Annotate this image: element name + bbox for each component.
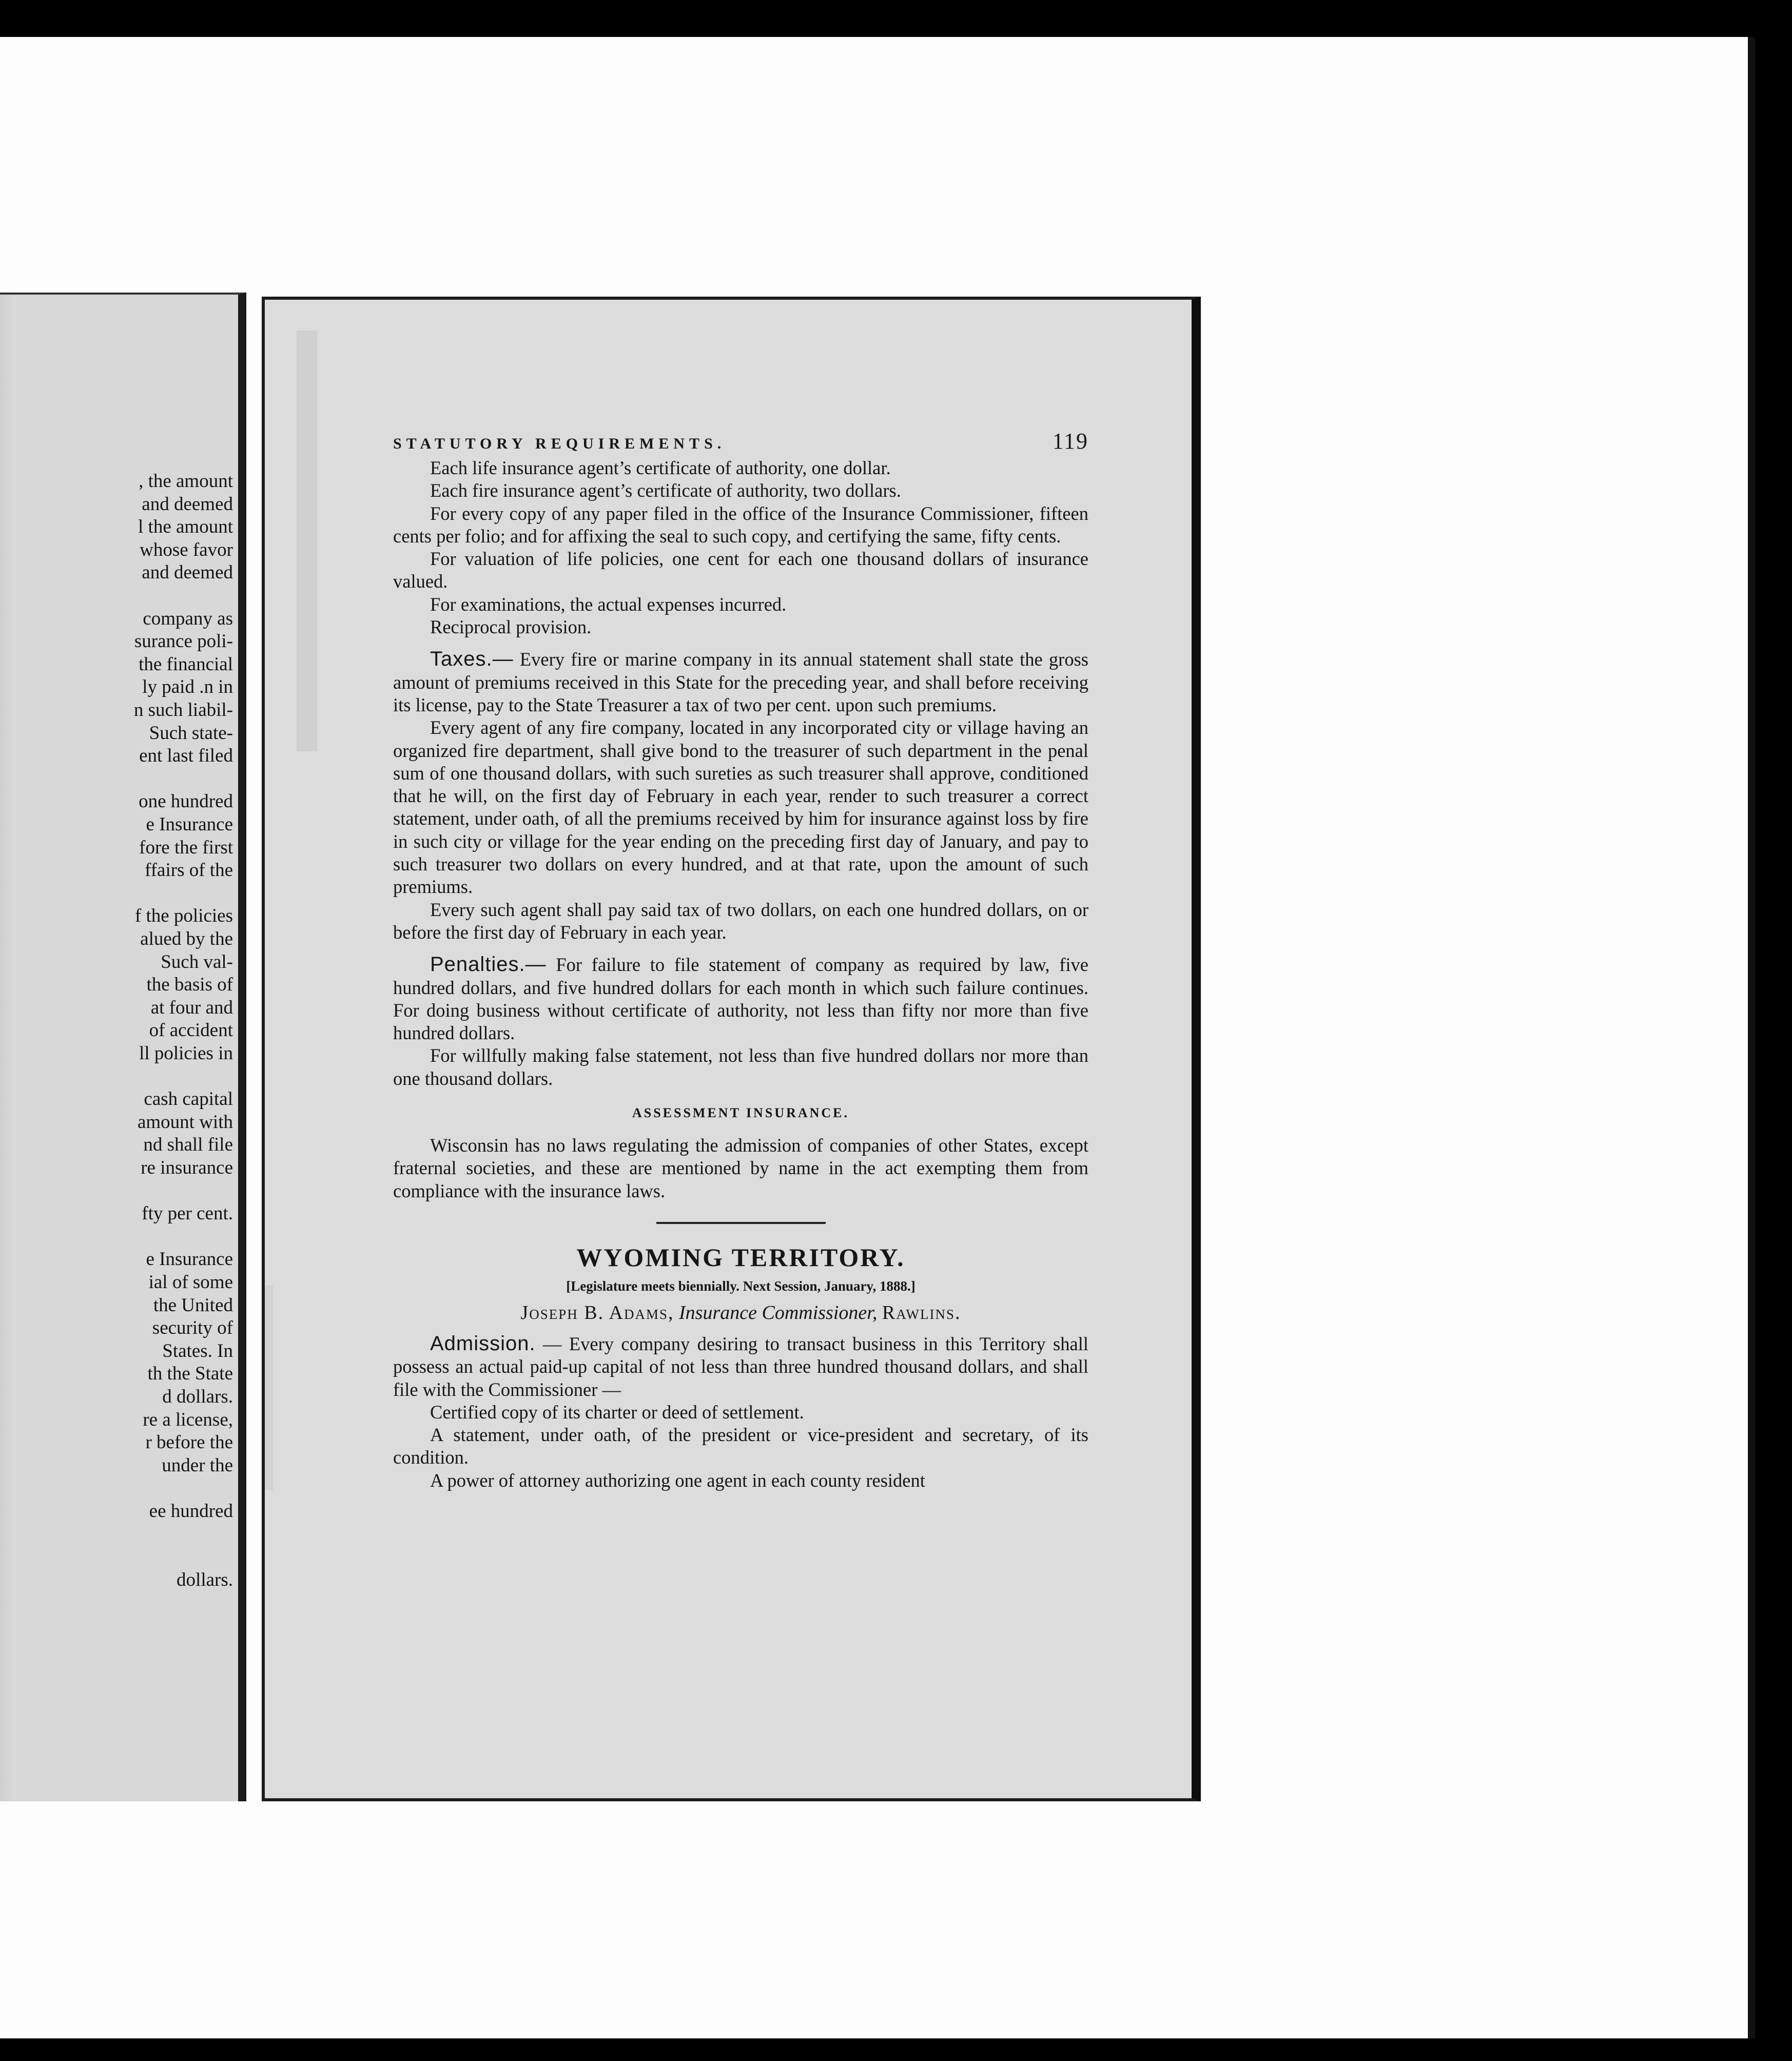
left-page-line: surance poli- bbox=[134, 631, 233, 652]
section-divider bbox=[656, 1222, 826, 1224]
left-page-line: ent last filed bbox=[139, 745, 233, 767]
left-page-line: amount with bbox=[137, 1111, 233, 1133]
film-edge bbox=[872, 0, 903, 36]
left-page-line: fty per cent. bbox=[142, 1203, 233, 1224]
admission-item: A statement, under oath, of the president or vice-president and secretary, of its condition. bbox=[393, 1424, 1088, 1468]
left-page-line: nd shall file bbox=[143, 1134, 233, 1156]
left-page-line: the United bbox=[153, 1294, 233, 1316]
fee-paragraph: For every copy of any paper filed in the office of the Insurance Commissioner, fifteen cents per folio; and for affixing the seal to such copy, and certifying the same, fifty cents. bbox=[393, 502, 1088, 547]
assessment-heading: ASSESSMENT INSURANCE. bbox=[632, 1105, 850, 1121]
left-page-line: one hundred bbox=[139, 791, 233, 812]
left-page-line: under the bbox=[162, 1454, 233, 1476]
left-page-line: and deemed bbox=[142, 493, 233, 515]
left-page-line: cash capital bbox=[144, 1088, 233, 1110]
left-page-line: and deemed bbox=[142, 562, 233, 584]
left-page-line: fore the first bbox=[139, 837, 233, 858]
left-page-shadow bbox=[0, 295, 15, 1801]
admission-item: Certified copy of its charter or deed of settlement. bbox=[430, 1401, 804, 1423]
fee-paragraph: Reciprocal provision. bbox=[430, 616, 592, 638]
commissioner-title: Insurance Commissioner, bbox=[679, 1301, 878, 1324]
left-page-line: the financial bbox=[139, 653, 233, 675]
left-page-line: r before the bbox=[145, 1432, 233, 1453]
left-page-line: d dollars. bbox=[162, 1386, 233, 1407]
state-heading: WYOMING TERRITORY. bbox=[576, 1242, 905, 1272]
left-page-line: f the policies bbox=[134, 905, 233, 927]
microfilm-frame bbox=[0, 37, 1755, 2038]
commissioner-line bbox=[393, 1301, 1088, 1324]
fee-paragraph: Each life insurance agent’s certificate of authority, one dollar. bbox=[430, 457, 891, 478]
fee-paragraph: For valuation of life policies, one cent for each one thousand dollars of insurance valued. bbox=[393, 548, 1088, 592]
assessment-paragraph: Wisconsin has no laws regulating the admission of companies of other States, except fraternal societies, and these are mentioned by name in the act exempting them from compliance with the insurance laws. bbox=[393, 1135, 1088, 1201]
penalties-paragraph-2: For willfully making false statement, not less than five hundred dollars nor more than one thousand dollars. bbox=[393, 1045, 1088, 1089]
commissioner-name: Joseph B. Adams, bbox=[520, 1301, 674, 1324]
running-head bbox=[393, 428, 1088, 454]
left-page-line: at four and bbox=[150, 997, 233, 1018]
legislature-note: [Legislature meets biennially. Next Session, January, 1888.] bbox=[566, 1278, 916, 1294]
left-page-line: alued by the bbox=[140, 928, 233, 949]
fee-paragraph: For examinations, the actual expenses incurred. bbox=[430, 593, 787, 615]
running-head-title: STATUTORY REQUIREMENTS. bbox=[393, 435, 726, 452]
page-number: 119 bbox=[1052, 429, 1088, 454]
admission-item: A power of attorney authorizing one agent in each county resident bbox=[430, 1469, 925, 1491]
page-content bbox=[393, 428, 1088, 1492]
left-page-line: of accident bbox=[149, 1020, 233, 1041]
left-page-line: Such val- bbox=[161, 951, 233, 973]
left-page-line: , the amount bbox=[139, 471, 233, 492]
penalties-heading: Penalties.— bbox=[430, 953, 547, 976]
left-page-line: ee hundred bbox=[149, 1501, 233, 1522]
left-page-line: e Insurance bbox=[146, 1249, 233, 1270]
admission-paragraph bbox=[393, 1332, 1088, 1401]
fee-paragraph: Each fire insurance agent’s certificate of authority, two dollars. bbox=[430, 480, 901, 501]
page-shading bbox=[263, 1285, 273, 1490]
left-page-line: company as bbox=[143, 608, 233, 629]
left-page-line: dollars. bbox=[177, 1569, 233, 1590]
left-page-line: ly paid .n in bbox=[142, 676, 233, 698]
taxes-paragraph-2: Every agent of any fire company, located in any incorporated city or village having an organized fire department, shall give bond to the treasurer of such department in the penal sum of one thousand dollars, with such sureties as such treasurer shall approve, conditioned that he will, on the first day of February in each year, render to such treasurer a correct statement, under oath, of all the premiums received by him for insurance against loss by fire in such city or village for the year ending on the preceding first day of January, and pay to such treasurer two dollars on every hundred, and at that rate, upon the amount of such premiums. bbox=[393, 717, 1088, 898]
left-page-line: e Insurance bbox=[146, 814, 233, 835]
taxes-text: Every fire or marine company in its annual statement shall state the gross amount of premiums received in this State for the preceding year, and shall before receiving its license, pay to the State Treasurer a tax of two per cent. upon such premiums. bbox=[393, 649, 1088, 715]
taxes-heading: Taxes.— bbox=[430, 648, 514, 671]
left-page-line: re insurance bbox=[141, 1157, 233, 1178]
right-page bbox=[262, 297, 1201, 1801]
left-page-line: re a license, bbox=[143, 1409, 233, 1430]
left-page-line: n such liabil- bbox=[133, 699, 233, 721]
left-page-line: ial of some bbox=[148, 1272, 233, 1293]
left-page-line: l the amount bbox=[138, 516, 233, 538]
left-page-line: the basis of bbox=[146, 974, 233, 996]
left-page-line: security of bbox=[152, 1317, 233, 1339]
left-page-line: th the State bbox=[147, 1363, 233, 1385]
left-page-line: ffairs of the bbox=[145, 860, 233, 881]
left-page bbox=[0, 293, 246, 1801]
penalties-paragraph bbox=[393, 953, 1088, 1044]
left-page-line: Such state- bbox=[149, 722, 233, 744]
admission-text: — Every company desiring to transact business in this Territory shall possess an actual paid-up capital of not less than three hundred thousand dollars, and shall file with the Commissioner — bbox=[393, 1333, 1088, 1400]
left-page-line: States. In bbox=[162, 1340, 233, 1362]
penalties-text: For failure to file statement of company as required by law, five hundred dollars, and five hundred dollars for each month in which such failure continues. For doing business without certificate of authority, not less than fifty nor more than five hundred dollars. bbox=[393, 954, 1088, 1044]
left-page-line: whose favor bbox=[140, 539, 233, 560]
taxes-paragraph bbox=[393, 648, 1088, 716]
page-shading bbox=[297, 330, 317, 751]
left-page-line: ll policies in bbox=[139, 1043, 233, 1064]
commissioner-place: Rawlins. bbox=[882, 1301, 961, 1324]
taxes-paragraph-3: Every such agent shall pay said tax of two dollars, on each one hundred dollars, on or before the first day of February in each year. bbox=[393, 899, 1088, 943]
admission-heading: Admission. bbox=[430, 1332, 536, 1355]
